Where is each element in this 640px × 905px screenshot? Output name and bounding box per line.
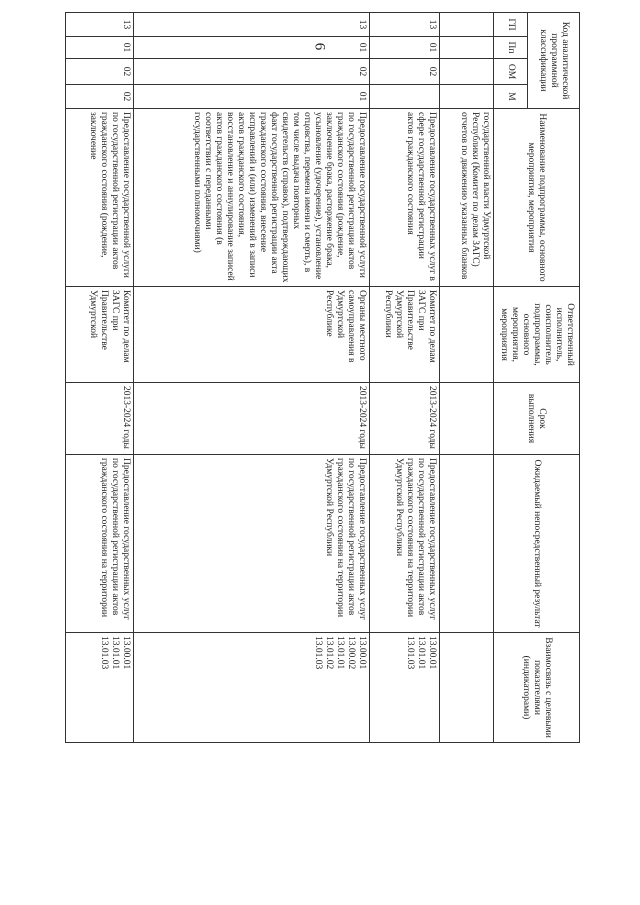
cell-pp — [440, 37, 494, 59]
table-row — [66, 13, 134, 743]
program-table — [65, 12, 580, 743]
header-name: Наименование подпрограммы, основного мероприятия, мероприятия — [494, 109, 580, 287]
cell-result: Предоставление государственных услуг по государственной регистрации актов гражданского состояния на территории Удмуртской Республики — [370, 455, 440, 633]
cell-pp: 01 — [66, 37, 134, 59]
cell-link — [440, 633, 494, 743]
header-pp: Пп — [494, 37, 528, 59]
header-code-group: Код аналитической программной классификации — [528, 13, 580, 109]
cell-executor: Комитет по делам ЗАГС при Правительстве Удмуртской — [66, 287, 134, 383]
cell-om — [440, 59, 494, 85]
cell-result: Предоставление государственных услуг по государственной регистрации актов гражданского состояния на территории Удмуртской Республики — [134, 455, 370, 633]
cell-pp: 01 — [370, 37, 440, 59]
cell-name: Предоставление государственной услуги по государственной регистрации актов гражданского состояния (рождение, заключение — [66, 109, 134, 287]
header-gp: ГП — [494, 13, 528, 37]
cell-pp: 01 — [134, 37, 370, 59]
table-row — [370, 13, 440, 743]
page-number: 6 — [311, 42, 328, 51]
cell-name: Предоставление государственных услуг в сфере государственной регистрации актов гражданского состояния — [370, 109, 440, 287]
rotated-page — [40, 0, 640, 905]
header-om: ОМ — [494, 59, 528, 85]
cell-gp: 13 — [134, 13, 370, 37]
cell-m — [440, 85, 494, 109]
header-term: Срок выполнения — [494, 383, 580, 455]
cell-om: 02 — [370, 59, 440, 85]
cell-om: 02 — [134, 59, 370, 85]
cell-term — [440, 383, 494, 455]
cell-m: 01 — [134, 85, 370, 109]
header-result: Ожидаемый непосредственный результат — [494, 455, 580, 633]
cell-gp — [440, 13, 494, 37]
cell-link: 13.00.01 13.01.01 13.01.03 — [66, 633, 134, 743]
table-wrapper — [65, 12, 580, 743]
cell-result — [440, 455, 494, 633]
cell-executor: Комитет по делам ЗАГС при Правительстве Удмуртской Республики — [370, 287, 440, 383]
cell-term: 2013-2024 годы — [370, 383, 440, 455]
cell-m: 02 — [66, 85, 134, 109]
cell-om: 02 — [66, 59, 134, 85]
cell-term: 2013-2024 годы — [66, 383, 134, 455]
cell-result: Предоставление государственных услуг по государственной регистрации актов гражданского состояния на территории — [66, 455, 134, 633]
header-link: Взаимосвязь с целевыми показателями (индикаторами) — [494, 633, 580, 743]
cell-name: Предоставление государственной услуги по государственной регистрации актов гражданского состояния (рождение, заключение брака, расторжение брака, усыновление (удочерение), установление отцовства, перемена имени и смерть), в том числе выдача повторных свидетельств (справок), подтверждающих факт государственной регистрации акта гражданского состояния, внесение исправлений и (или) изменений в записи актов гражданского состояния, восстановление и аннулирование записей актов гражданского состояния (в соответствии с переданными государственными полномочиями) — [134, 109, 370, 287]
cell-executor: Органы местного самоуправления в Удмуртской Республике — [134, 287, 370, 383]
cell-gp: 13 — [370, 13, 440, 37]
cell-executor — [440, 287, 494, 383]
header-executor: Ответственный исполнитель, соисполнитель подпрограммы, основного мероприятия, мероприятия — [494, 287, 580, 383]
table-row — [440, 13, 494, 743]
table-row — [134, 13, 370, 743]
cell-link: 13.00.01 13.01.01 13.01.03 — [370, 633, 440, 743]
header-m: М — [494, 85, 528, 109]
cell-m — [370, 85, 440, 109]
cell-term: 2013-2024 годы — [134, 383, 370, 455]
cell-link: 13.00.01 13.00.02 13.01.01 13.01.02 13.01.03 — [134, 633, 370, 743]
cell-name: государственной власти Удмуртской Республики (Комитет по делам ЗАГС) отчетов по движению указанных бланков — [440, 109, 494, 287]
cell-gp: 13 — [66, 13, 134, 37]
